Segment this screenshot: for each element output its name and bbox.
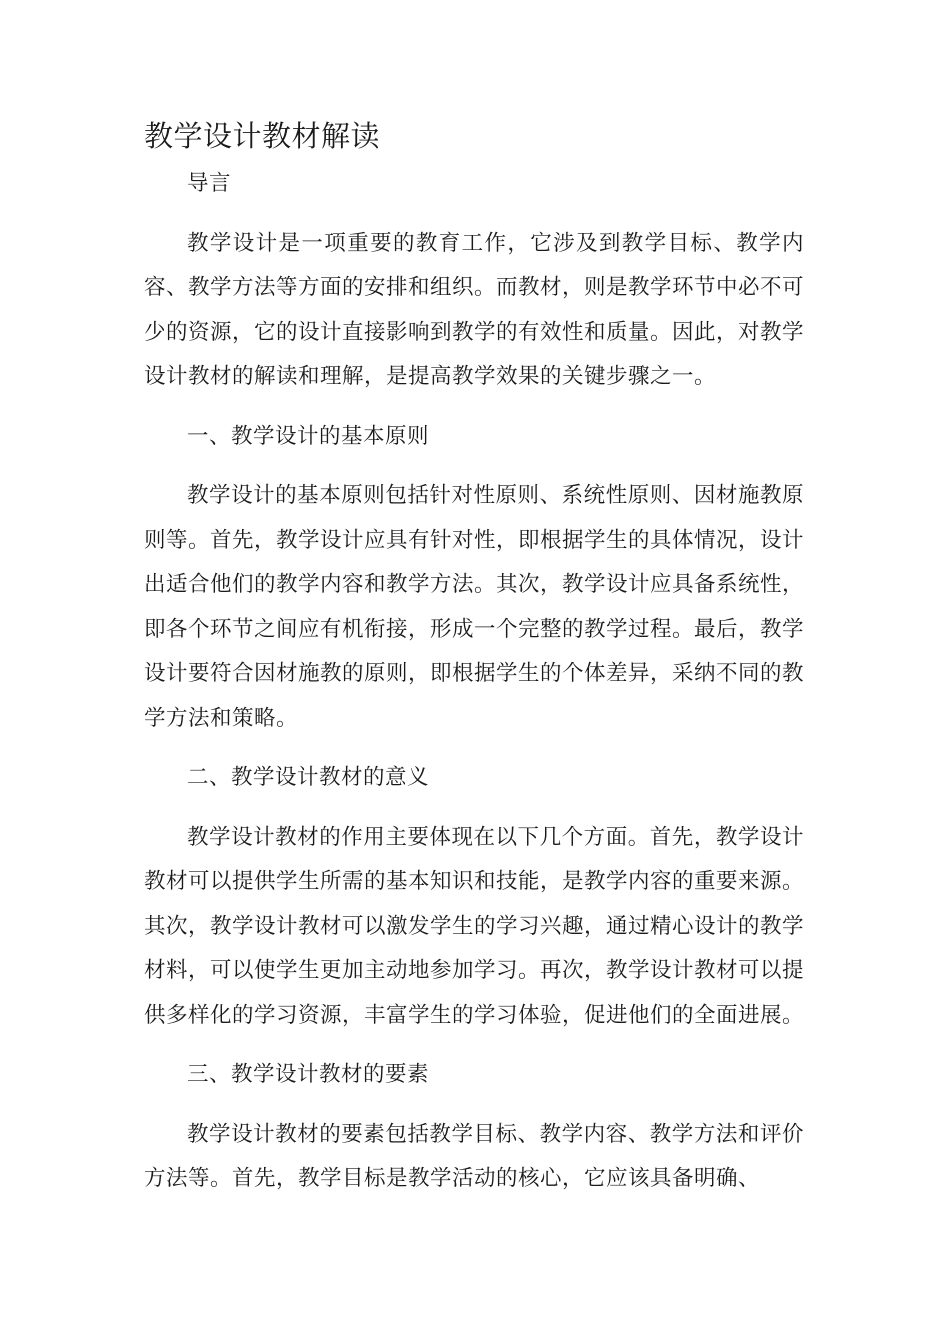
intro-paragraph: 教学设计是一项重要的教育工作，它涉及到教学目标、教学内容、教学方法等方面的安排和组织。而教材，则是教学环节中必不可少的资源，它的设计直接影响到教学的有效性和质量。因此，对教学设计教材的解读和理解，是提高教学效果的关键步骤之一。 — [144, 230, 805, 389]
section-1-paragraph: 教学设计的基本原则包括针对性原则、系统性原则、因材施教原则等。首先，教学设计应具有针对性，即根据学生的具体情况，设计出适合他们的教学内容和教学方法。其次，教学设计应具备系统性，即各个环节之间应有机衔接，形成一个完整的教学过程。最后，教学设计要符合因材施教的原则，即根据学生的个体差异，采纳不同的教学方法和策略。 — [144, 483, 805, 731]
section-1-heading: 一、教学设计的基本原则 — [187, 423, 430, 449]
section-2-paragraph: 教学设计教材的作用主要体现在以下几个方面。首先，教学设计教材可以提供学生所需的基本知识和技能，是教学内容的重要来源。其次，教学设计教材可以激发学生的学习兴趣，通过精心设计的教学材料，可以使学生更加主动地参加学习。再次，教学设计教材可以提供多样化的学习资源，丰富学生的学习体验，促进他们的全面进展。 — [144, 824, 805, 1028]
document-body — [144, 162, 804, 1217]
section-3-paragraph: 教学设计教材的要素包括教学目标、教学内容、教学方法和评价方法等。首先，教学目标是教学活动的核心，它应该具备明确、 — [144, 1121, 804, 1191]
section-3-heading: 三、教学设计教材的要素 — [187, 1062, 430, 1087]
section-2-heading: 二、教学设计教材的意义 — [187, 765, 430, 790]
intro-heading: 导言 — [187, 171, 232, 196]
document-title: 教学设计教材解读 — [144, 119, 381, 153]
